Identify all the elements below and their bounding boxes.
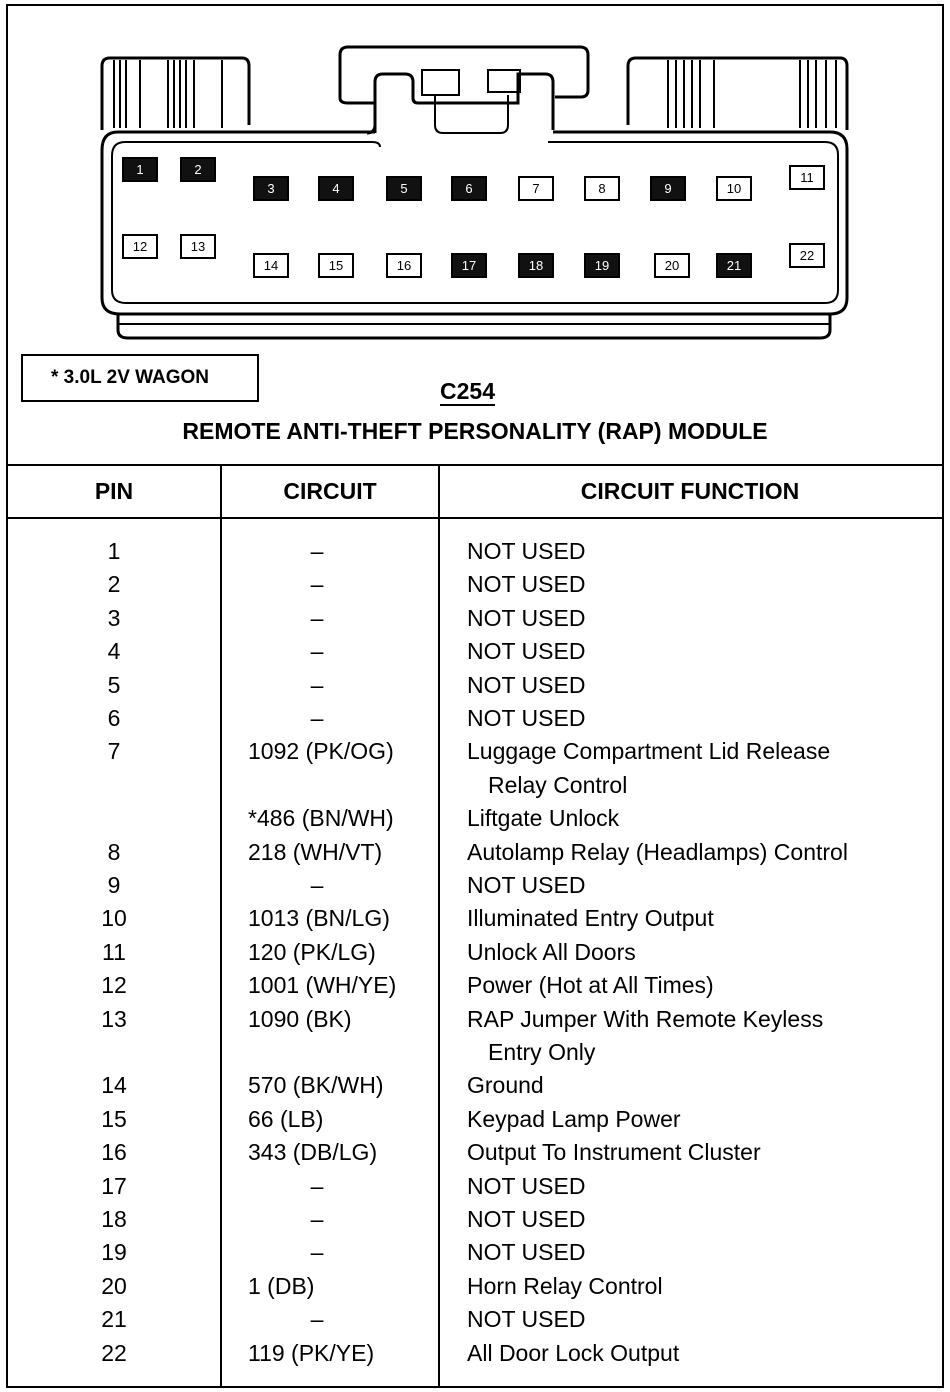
pin-cavity-2: 2	[180, 157, 216, 182]
row-pin: 16	[101, 1139, 127, 1166]
row-function: NOT USED	[467, 872, 586, 898]
row-circuit: 1090 (BK)	[248, 1005, 352, 1032]
pin-cavity-7: 7	[518, 176, 554, 201]
row-pin: 15	[101, 1105, 127, 1132]
pin-cavity-9: 9	[650, 176, 686, 201]
row-pin: 8	[107, 838, 121, 865]
row-function: Keypad Lamp Power	[467, 1105, 681, 1132]
header-divider	[6, 517, 942, 519]
pin-cavity-6: 6	[451, 176, 487, 201]
row-function: Autolamp Relay (Headlamps) Control	[467, 838, 848, 865]
row-pin: 12	[101, 972, 127, 999]
row-pin: 21	[101, 1306, 127, 1333]
row-function: Illuminated Entry Output	[467, 905, 714, 932]
row-pin: 5	[107, 671, 121, 698]
header-pin: PIN	[94, 478, 134, 504]
row-function: Liftgate Unlock	[467, 805, 620, 832]
row-circuit: –	[310, 1172, 324, 1199]
row-circuit: –	[310, 705, 324, 731]
row-pin: 11	[102, 938, 126, 965]
pin-cavity-3: 3	[253, 176, 289, 201]
row-pin: 1	[107, 538, 121, 564]
row-function: Unlock All Doors	[467, 938, 636, 965]
wagon-note: * 3.0L 2V WAGON	[21, 354, 259, 402]
row-circuit: 218 (WH/VT)	[248, 838, 383, 865]
pin-cavity-21: 21	[716, 253, 752, 278]
row-circuit: 343 (DB/LG)	[248, 1139, 378, 1166]
row-pin: 4	[107, 638, 121, 665]
row-circuit: 119 (PK/YE)	[248, 1339, 375, 1366]
row-function: Relay Control	[488, 771, 628, 798]
column-divider	[438, 464, 440, 1386]
row-circuit: 1 (DB)	[248, 1272, 315, 1299]
pin-cavity-16: 16	[386, 253, 422, 278]
row-circuit: 120 (PK/LG)	[248, 938, 376, 965]
header-function: CIRCUIT FUNCTION	[580, 478, 800, 504]
row-circuit: –	[310, 638, 324, 665]
row-function: Output To Instrument Cluster	[467, 1139, 761, 1166]
row-circuit: –	[310, 872, 324, 898]
header-circuit: CIRCUIT	[283, 478, 377, 504]
row-function: Power (Hot at All Times)	[467, 972, 714, 999]
row-function: RAP Jumper With Remote Keyless	[467, 1005, 824, 1032]
pin-cavity-17: 17	[451, 253, 487, 278]
row-function: NOT USED	[467, 671, 586, 698]
table-top-border	[6, 464, 942, 466]
row-circuit: 1092 (PK/OG)	[248, 738, 394, 765]
pin-cavity-11: 11	[789, 165, 825, 190]
row-function: NOT USED	[467, 1172, 586, 1199]
connector-id: C254	[440, 378, 495, 404]
row-function: NOT USED	[467, 538, 586, 564]
row-pin: 19	[101, 1239, 127, 1266]
pin-cavity-20: 20	[654, 253, 690, 278]
row-pin: 13	[101, 1005, 127, 1032]
row-circuit: 1013 (BN/LG)	[248, 905, 390, 932]
row-pin: 7	[107, 738, 121, 765]
row-pin: 9	[107, 872, 121, 898]
row-function: NOT USED	[467, 1239, 586, 1266]
row-pin: 14	[101, 1072, 127, 1099]
row-circuit: *486 (BN/WH)	[248, 805, 394, 832]
row-circuit: –	[310, 671, 324, 698]
row-function: Horn Relay Control	[467, 1272, 663, 1299]
row-circuit: 570 (BK/WH)	[248, 1072, 384, 1099]
pin-cavity-14: 14	[253, 253, 289, 278]
pin-cavity-22: 22	[789, 243, 825, 268]
module-title: REMOTE ANTI-THEFT PERSONALITY (RAP) MODULE	[182, 418, 768, 444]
row-function: All Door Lock Output	[467, 1339, 680, 1366]
row-function: NOT USED	[467, 604, 586, 631]
pin-cavity-5: 5	[386, 176, 422, 201]
pin-cavity-1: 1	[122, 157, 158, 182]
row-function: NOT USED	[467, 1306, 586, 1333]
pin-cavity-8: 8	[584, 176, 620, 201]
row-pin: 18	[101, 1206, 127, 1232]
pin-cavity-12: 12	[122, 234, 158, 259]
row-function: Ground	[467, 1072, 544, 1099]
row-circuit: –	[310, 604, 324, 631]
row-circuit: –	[310, 1239, 324, 1266]
row-function: NOT USED	[467, 705, 586, 731]
row-function: Entry Only	[488, 1039, 596, 1065]
row-pin: 2	[107, 571, 121, 598]
row-circuit: –	[310, 1206, 324, 1232]
row-function: NOT USED	[467, 1206, 586, 1232]
row-pin: 22	[101, 1339, 127, 1366]
pin-cavity-19: 19	[584, 253, 620, 278]
row-pin: 10	[101, 905, 127, 932]
row-pin: 3	[107, 604, 121, 631]
row-circuit: –	[310, 538, 324, 564]
pin-cavity-4: 4	[318, 176, 354, 201]
pin-cavity-18: 18	[518, 253, 554, 278]
row-function: NOT USED	[467, 571, 586, 598]
pin-cavity-10: 10	[716, 176, 752, 201]
row-circuit: –	[310, 571, 324, 598]
row-pin: 17	[101, 1172, 127, 1199]
pin-cavity-13: 13	[180, 234, 216, 259]
row-function: Luggage Compartment Lid Release	[467, 738, 831, 765]
row-function: NOT USED	[467, 638, 586, 665]
row-pin: 20	[101, 1272, 127, 1299]
row-circuit: –	[310, 1306, 324, 1333]
row-circuit: 1001 (WH/YE)	[248, 972, 397, 999]
row-pin: 6	[107, 705, 121, 731]
row-circuit: 66 (LB)	[248, 1105, 324, 1132]
pin-cavity-15: 15	[318, 253, 354, 278]
